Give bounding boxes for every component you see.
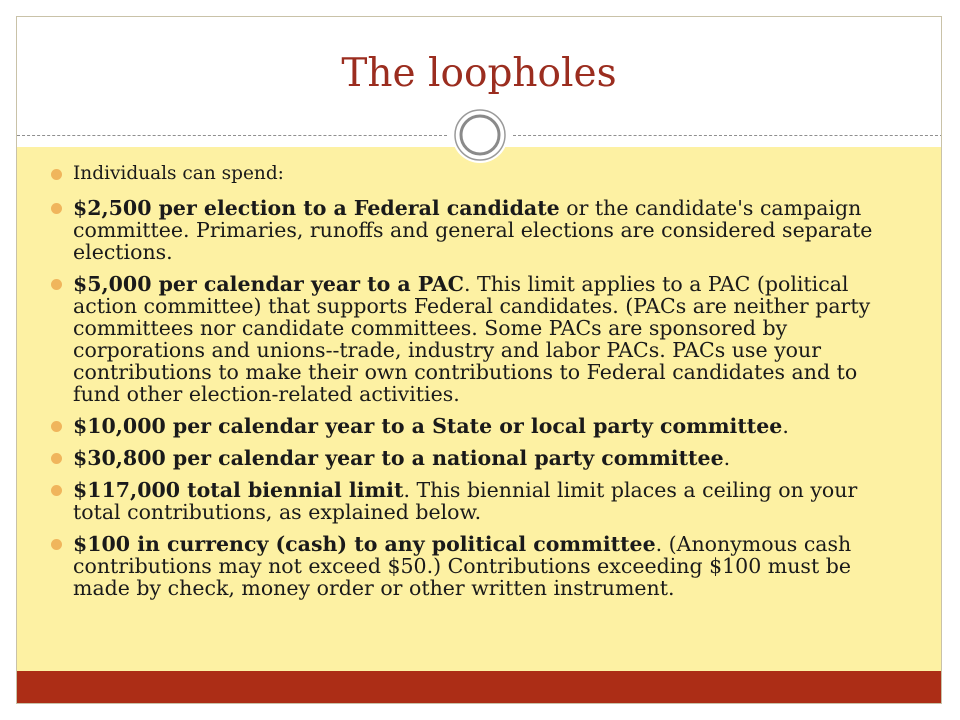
bullet-emphasis: $100 in currency (cash) to any political committee [73,532,656,556]
bullet-item-biennial-limit [51,479,891,523]
bullet-item-state-party-limit [51,415,891,437]
bullet-text: . This biennial limit places a ceiling on your total contributions, as explained below. [73,478,858,524]
double-ring-icon [452,107,508,163]
bullet-text: or the candidate's campaign committee. Primaries, runoffs and general elections are considered separate elections. [73,196,873,264]
bullet-item-candidate-limit [51,197,891,263]
bullet-text: . (Anonymous cash contributions may not exceed $50.) Contributions exceeding $100 must be made by check, money order or other written instrument. [73,532,852,600]
bullet-text: . This limit applies to a PAC (political action committee) that supports Federal candidates. (PACs are neither party committees nor candidate committees. Some PACs are sponsored by corporations and unions--trade, industry and labor PACs. PACs use your contributions to make their own contributions to Federal candidates and to fund other election-related activities. [73,272,871,406]
bullet-emphasis: $5,000 per calendar year to a PAC [73,272,464,296]
bullet-emphasis: $2,500 per election to a Federal candidate [73,196,560,220]
bullet-list [51,163,891,609]
title-divider-left [17,135,447,136]
bullet-item-pac-limit [51,273,891,405]
slide-title: The loopholes [341,51,617,96]
bullet-item-cash-limit [51,533,891,599]
bullet-item-national-party-limit [51,447,891,469]
bullet-emphasis: $30,800 per calendar year to a national party committee [73,446,724,470]
bullet-emphasis: $10,000 per calendar year to a State or local party committee [73,414,783,438]
bullet-text: . [723,446,731,470]
bullet-text: . [782,414,789,438]
slide [16,16,942,704]
bullet-item-intro: Individuals can spend: [51,163,891,185]
title-divider-right [513,135,942,136]
footer-bar [17,671,941,704]
bullet-emphasis: $117,000 total biennial limit [73,478,404,502]
